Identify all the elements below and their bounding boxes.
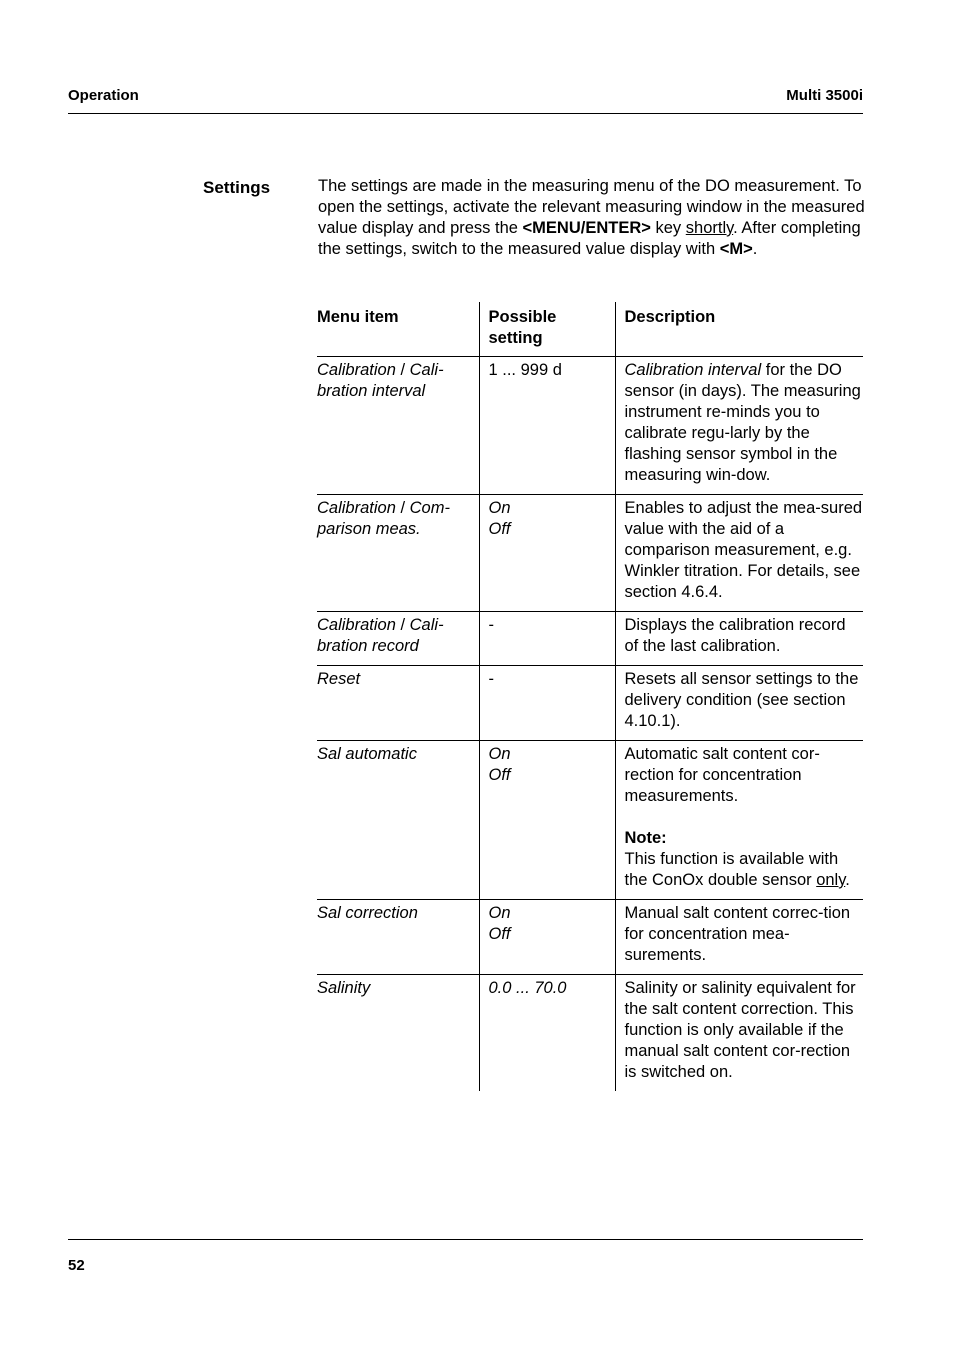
setting-cell	[479, 357, 615, 495]
intro-text: . After completing the settings, switch to the measured value display with	[318, 219, 861, 258]
description-cell	[615, 741, 863, 900]
menu-item-text: Calibration	[317, 499, 396, 517]
description-cell	[615, 495, 863, 612]
menu-item-text: bration record	[317, 637, 419, 655]
setting-cell	[479, 666, 615, 741]
setting-value: Off	[488, 766, 511, 784]
setting-cell	[479, 612, 615, 666]
intro-emphasis: shortly	[685, 219, 734, 237]
menu-item-text: Sal correction	[317, 904, 418, 922]
menu-item-cell	[317, 666, 479, 741]
menu-item-text: Calibration	[317, 616, 396, 634]
description-cell	[615, 900, 863, 975]
note-title: Note:	[624, 829, 667, 847]
description-emphasis: Calibration interval	[624, 361, 762, 379]
description-text: Displays the calibration record of the last calibration.	[624, 616, 846, 655]
table-row	[317, 741, 863, 900]
menu-item-text: Salinity	[317, 979, 371, 997]
menu-path-separator: /	[395, 361, 410, 379]
footer-rule	[68, 1239, 863, 1240]
setting-cell	[479, 900, 615, 975]
menu-item-cell	[317, 975, 479, 1092]
description-text: Automatic salt content cor-rection for concentration measurements.	[624, 745, 820, 805]
menu-item-text: Sal automatic	[317, 745, 417, 763]
header-possible-setting-line2: setting	[488, 329, 543, 347]
table-header-row	[317, 302, 863, 357]
setting-value: Off	[488, 925, 511, 943]
header-possible-setting	[479, 302, 615, 357]
running-header-section: Operation	[68, 87, 139, 104]
note-text: This function is available with the ConOx double sensor	[624, 850, 839, 889]
menu-item-text: Cali-	[409, 361, 444, 379]
description-cell	[615, 357, 863, 495]
running-header-product: Multi 3500i	[786, 87, 863, 104]
intro-text: .	[752, 240, 758, 258]
description-text: for the DO sensor (in days). The measuring instrument re-minds you to calibrate regu-larly by the flashing sensor symbol in the measuring win-dow.	[624, 361, 861, 484]
menu-item-cell	[317, 741, 479, 900]
setting-value: On	[488, 745, 511, 763]
intro-text: The settings are made in the measuring menu of the DO measurement. To open the settings, activate the relevant measuring window in the measured value display and press the	[318, 177, 865, 237]
section-label-settings: Settings	[203, 178, 271, 197]
table-row	[317, 975, 863, 1092]
menu-item-cell	[317, 900, 479, 975]
header-menu-item: Menu item	[317, 302, 479, 357]
menu-item-text: Com-	[409, 499, 450, 517]
setting-cell	[479, 741, 615, 900]
menu-item-text: Reset	[317, 670, 361, 688]
table-row	[317, 612, 863, 666]
header-possible-setting-line1: Possible	[488, 308, 557, 326]
table-row	[317, 666, 863, 741]
menu-item-cell	[317, 612, 479, 666]
menu-path-separator: /	[395, 616, 410, 634]
setting-value: -	[488, 670, 494, 688]
note-emphasis: only	[816, 871, 846, 889]
setting-value: On	[488, 904, 511, 922]
intro-text: key	[650, 219, 686, 237]
menu-item-cell	[317, 495, 479, 612]
m-key: <M>	[719, 240, 753, 258]
menu-item-text: parison meas.	[317, 520, 421, 538]
menu-path-separator: /	[395, 499, 410, 517]
setting-value: -	[488, 616, 494, 634]
setting-cell	[479, 975, 615, 1092]
description-cell	[615, 612, 863, 666]
menu-item-text: Cali-	[409, 616, 444, 634]
table-row	[317, 495, 863, 612]
setting-cell	[479, 495, 615, 612]
menu-item-cell	[317, 357, 479, 495]
table-row	[317, 357, 863, 495]
setting-value: 0.0 ... 70.0	[488, 979, 567, 997]
page-number: 52	[68, 1257, 85, 1274]
setting-value: Off	[488, 520, 511, 538]
table-row	[317, 900, 863, 975]
note-text: .	[845, 871, 850, 889]
description-cell	[615, 975, 863, 1092]
menu-item-text: bration interval	[317, 382, 426, 400]
intro-paragraph	[318, 176, 868, 260]
header-rule	[68, 113, 863, 114]
description-text: Manual salt content correc-tion for concentration mea-surements.	[624, 904, 851, 964]
header-description: Description	[615, 302, 863, 357]
settings-table	[317, 302, 863, 1091]
description-text: Enables to adjust the mea-sured value with the aid of a comparison measurement, e.g. Winkler titration. For details, see section 4.6.4.	[624, 499, 863, 601]
description-cell	[615, 666, 863, 741]
menu-enter-key: <MENU/ENTER>	[522, 219, 651, 237]
description-text: Salinity or salinity equivalent for the salt content correction. This function is only available if the manual salt content cor-rection is switched on.	[624, 979, 856, 1081]
menu-item-text: Calibration	[317, 361, 396, 379]
setting-value: 1 ... 999 d	[488, 361, 562, 379]
description-text: Resets all sensor settings to the delivery condition (see section 4.10.1).	[624, 670, 859, 730]
setting-value: On	[488, 499, 511, 517]
